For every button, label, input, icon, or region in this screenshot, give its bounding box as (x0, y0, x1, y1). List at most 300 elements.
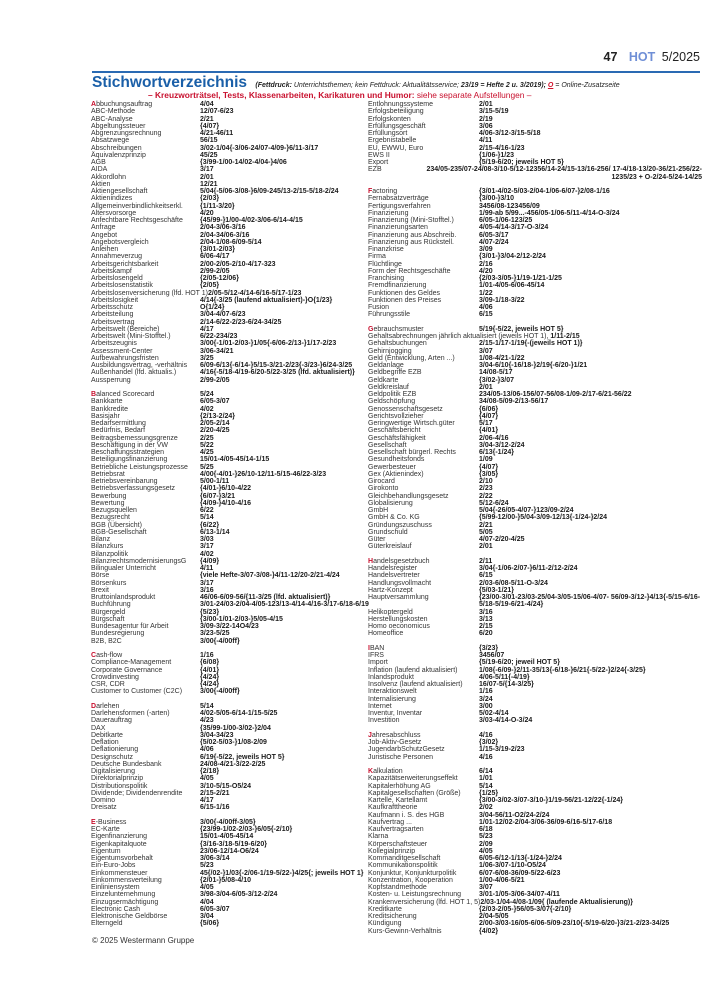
index-entry (91, 630, 361, 637)
index-entry (91, 456, 361, 463)
entry-term: Export (368, 159, 389, 166)
index-entry (368, 688, 703, 695)
index-entry (368, 884, 703, 891)
index-entry (91, 123, 361, 130)
index-entry (91, 529, 361, 536)
index-entry (368, 145, 703, 152)
index-entry (91, 319, 361, 326)
index-entry (91, 775, 361, 782)
entry-term: Abgeltungssteuer (91, 122, 146, 130)
entry-references: 6/20 (479, 630, 493, 638)
index-entry (91, 442, 361, 449)
entry-references: 3/07 (479, 347, 493, 355)
entry-references: 6/15 (479, 572, 493, 580)
index-entry (91, 188, 361, 195)
entry-references: 2/15-4/16-1/23 (479, 144, 525, 152)
index-entry (91, 195, 361, 202)
entry-references: 5/14 (479, 782, 493, 790)
index-entry (91, 913, 361, 920)
entry-references: 5/14 (200, 702, 214, 710)
entry-references: 3/03-4/14-O-3/24 (479, 717, 533, 725)
index-entry (91, 435, 361, 442)
entry-term: Dreisatz (91, 804, 117, 812)
entry-references: 6/05-6/12-1/13{-1/24-}2/24 (479, 855, 562, 862)
entry-references: 4/16{-5/18-4/19-6/20-5/22-3/25 (lfd. aktualisiert)} (200, 369, 355, 377)
entry-references: {3/01-4/02-5/03-2/04-1/06-6/07-}2/08-1/16 (479, 188, 610, 195)
entry-term: Gebrauchsmuster (368, 325, 424, 333)
entry-term: Herstellungskosten (368, 615, 428, 623)
entry-term: Einkommensverteilung (91, 876, 162, 884)
entry-term: GmbH & Co. KG (368, 514, 420, 522)
entry-references: 4/05-4/14-3/17-O-3/24 (479, 224, 549, 232)
entry-references: {5/02-5/03-}1/08-2/09 (200, 739, 267, 746)
entry-term: Elterngeld (91, 920, 123, 928)
index-entry (368, 253, 703, 260)
index-entry (368, 862, 703, 869)
entry-references: 3/04-56/11-O2/24-2/24 (479, 811, 550, 819)
entry-references: 3/17 (200, 166, 214, 174)
entry-term: Kommunikationspolitik (368, 862, 438, 870)
index-entry (91, 652, 361, 659)
index-entry (91, 268, 361, 275)
entry-term: Aussperrung (91, 376, 131, 384)
entry-term: Geschäftsfähigkeit (368, 434, 426, 442)
entry-term: B2B, B2C (91, 637, 122, 645)
index-entry (91, 152, 361, 159)
entry-references: 4/07-2/20-4/25 (479, 536, 525, 543)
index-entry (91, 623, 361, 630)
index-entry (91, 674, 361, 681)
entry-term: Designschutz (91, 753, 134, 761)
entry-term: Angebot (91, 231, 118, 239)
index-entry (91, 543, 361, 550)
entry-term: Hauptversammlung (368, 594, 429, 601)
entry-references: 6/06-4/17 (200, 253, 230, 261)
index-entry (368, 848, 703, 855)
entry-term: Finanzierung aus Rückstell. (368, 238, 454, 246)
entry-references: 3/00{-1/01-2/03-}1/05{-6/06-2/13-}1/17-2/23 (200, 340, 337, 348)
entry-term: AIDA (91, 166, 108, 174)
index-entry (368, 819, 703, 826)
entry-term: Gewerbesteuer (368, 463, 416, 471)
index-entry (91, 116, 361, 123)
index-entry (368, 659, 703, 666)
entry-term: BilanzrechtsmodernisierungsG (91, 557, 187, 565)
index-entry (91, 355, 361, 362)
entry-references: 12/07-6/23 (200, 108, 234, 116)
entry-term: Crowdinvesting (91, 673, 139, 681)
entry-term: Kapitalerhöhung AG (368, 782, 431, 790)
index-entry (368, 833, 703, 840)
entry-references: 5/04{-5/06-3/08-}6/09-245/13-2/15-5/18-2/24 (200, 188, 339, 195)
entry-term: Import (368, 659, 388, 667)
index-entry (91, 565, 361, 572)
entry-references: 2/23 (479, 485, 493, 493)
index-entry (368, 913, 703, 920)
entry-references: 2/03-6/08-5/11-O-3/24 (479, 579, 548, 587)
section-gap (368, 638, 703, 645)
index-entry (368, 543, 703, 550)
entry-references: {4/07} (200, 122, 220, 130)
entry-references: {5/19-6/20; jeweil HOT 5} (479, 659, 560, 667)
entry-term: Bezugsrecht (91, 514, 130, 522)
entry-term: Helikoptergeld (368, 608, 413, 616)
entry-term: Bankkredite (91, 405, 128, 413)
index-entry (368, 406, 703, 413)
entry-term: Darlehensformen (-arten) (91, 710, 170, 717)
index-entry (91, 833, 361, 840)
entry-term: Darlehen (91, 702, 120, 710)
entry-references: 3/15-5/19 (479, 108, 509, 116)
index-entry (368, 674, 703, 681)
entry-references: 4/05 (200, 884, 214, 891)
entry-references: 3456/08-123456/09 (479, 202, 540, 210)
index-entry (368, 333, 703, 340)
index-entry (368, 500, 703, 507)
entry-references: {1/11-3/20} (200, 202, 235, 210)
entry-references: {4/02} (479, 927, 499, 935)
entry-references: {5/23} (200, 608, 220, 616)
entry-references: {2/05-12/06} (200, 275, 239, 282)
entry-references: 2/99-2/05 (200, 267, 230, 275)
entry-references: {3/23} (479, 644, 499, 652)
index-entry (368, 326, 703, 333)
entry-term: Altersvorsorge (91, 209, 137, 217)
entry-references: 6/07-6/08-36/09-5/22-6/23 (479, 869, 561, 877)
entry-term: Bundesregierung (91, 630, 145, 638)
index-entry (368, 427, 703, 434)
entry-references: 23/06-12/14-O6/24 (200, 847, 259, 855)
entry-references: 2/01 (200, 173, 214, 181)
index-entry (368, 101, 703, 108)
index-entry (91, 166, 361, 173)
entry-references: 4/17 (200, 325, 214, 333)
index-entry (368, 920, 703, 927)
entry-term: Krankenversicherung (lfd. HOT 1, 5) (368, 898, 481, 906)
index-entry (91, 739, 361, 746)
entry-references: 3/04-34/23 (200, 731, 234, 739)
entry-references: 3/17 (200, 543, 214, 551)
entry-term: Eigenkapitalquote (91, 840, 147, 848)
entry-references: {4/01-}6/10-4/22 (200, 485, 251, 493)
index-entry (368, 137, 703, 144)
index-entry (91, 406, 361, 413)
entry-term: Kaufmann i. S. des HGB (368, 811, 445, 819)
entry-term: Kaufkrafttheorie (368, 804, 418, 812)
entry-references: 2/04-1/08-6/09-5/14 (200, 238, 262, 246)
index-entry (368, 348, 703, 355)
index-entry (91, 572, 361, 579)
entry-term: Betriebliche Leistungsprozesse (91, 463, 188, 471)
entry-term: Ein-Euro-Jobs (91, 862, 136, 870)
entry-term: Einkommensteuer (91, 869, 148, 877)
index-entry (91, 369, 361, 376)
entry-references: 24/08-4/21-3/22-2/25 (200, 760, 266, 768)
entry-references: 4/20 (200, 209, 214, 217)
index-entry (368, 783, 703, 790)
index-entry (91, 514, 361, 521)
legend-text: Unterrichtsthemen; kein Fettdruck: Aktualitätsservice; (291, 82, 461, 89)
entry-term: Abbuchungsauftrag (91, 101, 153, 108)
entry-term: Gex (Aktienindex) (368, 470, 424, 478)
entry-term: Entlohnungssysteme (368, 101, 433, 108)
entry-references: 2/05-5/12-4/14-6/16-5/17-1/23 (207, 289, 302, 297)
entry-term: Grundschuld (368, 528, 408, 536)
entry-references: 2/16 (479, 260, 493, 268)
entry-term: Eigenfinanzierung (91, 833, 148, 841)
entry-term: Arbeitslosenversicherung (lfd. HOT 1) (91, 289, 208, 297)
entry-references: 3/00{-4/00ff} (200, 688, 240, 696)
entry-references: 3/09-3/22-14O4/23 (200, 623, 259, 630)
entry-references: {23/99-1/02-2/03-}6/05{-2/10} (200, 826, 293, 833)
entry-term: Erfüllungsort (368, 130, 408, 137)
entry-references: 4/02 (200, 550, 214, 558)
entry-references: 4/06 (200, 746, 214, 754)
entry-term: Internet (368, 702, 392, 710)
index-entry (368, 732, 703, 739)
entry-references: 2/01 (479, 543, 493, 551)
entry-references: 1/08{-6/09-}2/11-35/13{-6/18-}6/21{-5/22-}2/24{-3/25} (479, 666, 646, 674)
entry-term: Handelsregister (368, 565, 418, 572)
entry-references: 45/25 (200, 151, 218, 159)
entry-term: Girocard (368, 478, 395, 485)
entry-term: Geldkarte (368, 376, 399, 384)
entry-references: 1/09 (479, 456, 493, 464)
entry-term: Domino (91, 797, 116, 804)
entry-references: 6/05-3/17 (479, 231, 509, 239)
entry-references: 6/15 (479, 311, 493, 319)
entry-references: 45{/02-}1/03{-2/06-1/19-5/22-}4/25{; jeweils HOT 1} (200, 869, 364, 877)
index-entry (368, 623, 703, 630)
index-entry (91, 493, 361, 500)
index-entry (91, 464, 361, 471)
entry-references: 5/02-4/14 (479, 710, 509, 717)
section-gap (368, 319, 703, 326)
index-entry (91, 108, 361, 115)
index-entry (91, 877, 361, 884)
entry-references: {1/06-}1/23 (479, 151, 515, 159)
index-entry (368, 246, 703, 253)
entry-term: Homeoffice (368, 630, 404, 638)
index-entry (91, 290, 361, 297)
index-entry (368, 282, 703, 289)
entry-term: Gleichbehandlungsgesetz (368, 492, 449, 500)
entry-term: Finanzierung (368, 209, 409, 217)
index-entry (91, 181, 361, 188)
index-entry (368, 239, 703, 246)
entry-references: 4/16 (479, 753, 493, 761)
index-entry (91, 210, 361, 217)
header-rule (92, 71, 700, 73)
entry-term: Handlungsvollmacht (368, 579, 432, 587)
entry-term: Erfolgskonten (368, 115, 411, 123)
entry-term: Fertigungsverfahren (368, 202, 431, 210)
entry-term: EC-Karte (91, 826, 120, 833)
legend-online-text: = Online-Zusatzseite (553, 82, 620, 89)
entry-term: Arbeitskampf (91, 267, 132, 275)
index-entry (368, 485, 703, 492)
entry-references: {4/09} (200, 557, 220, 565)
index-entry (91, 362, 361, 369)
index-entry (368, 377, 703, 384)
entry-references: 2/00-2/05-2/10-4/17-323 (200, 260, 276, 268)
index-entry (368, 384, 703, 391)
entry-term: Bundesagentur für Arbeit (91, 623, 169, 630)
index-entry (368, 790, 703, 797)
entry-term: Geringwertige Wirtsch.güter (368, 420, 455, 427)
entry-references: 5/19{-5/22, jeweils HOT 5} (479, 325, 564, 333)
entry-references: {viele Hefte-3/07-3/08-}4/11-12/20-2/21-4/24 (200, 572, 340, 580)
entry-term: Erfolgsbeteiligung (368, 108, 424, 116)
entry-references: 6/22 (200, 507, 214, 514)
entry-references: 2/05-2/14 (200, 420, 230, 427)
index-entry (368, 877, 703, 884)
index-entry (91, 855, 361, 862)
section-gap (368, 181, 703, 188)
entry-references: 5/04{-26/05-4/07-}123/09-2/24 (479, 507, 574, 514)
entry-term: Dauerauftrag (91, 717, 132, 725)
index-entry (368, 108, 703, 115)
entry-references: 4/04 (200, 101, 214, 108)
entry-references: 3/16 (479, 608, 493, 616)
entry-term: Kaufvertrag ... (368, 818, 412, 826)
entry-term: Electronic Cash (91, 905, 141, 913)
entry-term: Bilanzpolitik (91, 550, 128, 558)
entry-references: {3/01-}3/04-2/12-2/24 (479, 253, 546, 261)
entry-term: JugendarbSchutzGesetz (368, 746, 445, 754)
index-entry (368, 493, 703, 500)
index-entry (91, 145, 361, 152)
index-entry (91, 522, 361, 529)
entry-term: BGB-Gesellschaft (91, 528, 147, 536)
entry-term: Compliance-Management (91, 659, 172, 667)
index-entry (91, 485, 361, 492)
index-entry (91, 398, 361, 405)
entry-term: Außenhandel (lfd. aktualis.) (91, 369, 177, 377)
entry-term: Bezugsquellen (91, 507, 137, 514)
entry-references: 1/15-3/19-2/23 (479, 746, 525, 754)
entry-term: Einliniensystem (91, 884, 140, 891)
section-gap (91, 696, 361, 703)
entry-references: {3/00-3/02-3/07-3/10-}1/19-56/21-12/22{-1/24} (479, 797, 623, 804)
entry-term: Kurs-Gewinn-Verhältnis (368, 927, 442, 935)
entry-references: {2/18} (200, 768, 220, 775)
entry-term: Insolvenz (laufend aktualisiert) (368, 681, 463, 688)
entry-references: 6/13-1/14 (200, 528, 230, 536)
entry-term: Arbeitsgerichtsbarkeit (91, 260, 159, 268)
entry-references: 6/22-234/23 (200, 333, 238, 340)
entry-references: 1/16 (200, 652, 214, 659)
entry-term: Gesundheitsfonds (368, 456, 425, 464)
index-entry (91, 413, 361, 420)
entry-references: {3/05} (479, 470, 499, 478)
index-entry (91, 804, 361, 811)
index-entry (368, 565, 703, 572)
entry-references: 2/02 (479, 804, 493, 812)
entry-term: Kalkulation (368, 768, 403, 775)
index-entry (368, 261, 703, 268)
entry-term: Arbeitswelt (Bereiche) (91, 325, 160, 333)
entry-term: Arbeitszeugnis (91, 340, 137, 348)
entry-references: {5/99-12/00-}5/04-3/09-12/13{-1/24-}2/24 (479, 514, 608, 522)
entry-references: {2/03-3/05-}1/19-1/21-1/25 (479, 275, 562, 282)
entry-term: ABC-Analyse (91, 115, 133, 123)
entry-term: Kapazitätserweiterungseffekt (368, 775, 458, 783)
entry-references: 1/22 (479, 289, 493, 297)
index-entry (91, 348, 361, 355)
index-entry (91, 609, 361, 616)
entry-references: {23/00-3/01-23/03-25/04-3/05-15/06-4/07- 56/09-3/12-}4/13{-5/15-6/16-5/18-5/19-6/21-4/24} (479, 594, 701, 609)
entry-references: {2/13-2/24} (200, 412, 236, 420)
entry-references: 3/04 (200, 913, 214, 920)
entry-term: Konzentration, Kooperation (368, 876, 453, 884)
entry-term: Firma (368, 253, 386, 261)
index-entry (368, 797, 703, 804)
entry-references: 1/06-3/07-1/10-O5/24 (479, 862, 546, 870)
entry-references: 3/07 (479, 884, 493, 891)
entry-term: Kopfstandmethode (368, 884, 427, 891)
entry-term: Bilanzkurs (91, 543, 124, 551)
entry-term: Annahmeverzug (91, 253, 142, 261)
entry-references: 6/05-1/06-123/25 (479, 217, 533, 224)
entry-term: Einzelunternehmung (91, 891, 156, 899)
entry-references: 2/15-1/17-1/19{-(jeweils HOT 1)} (479, 340, 583, 348)
entry-term: EU, EWWU, Euro (368, 144, 424, 152)
entry-references: {2/05} (200, 282, 220, 290)
entry-term: Börsenkurs (91, 579, 127, 587)
index-column-left (91, 101, 369, 928)
entry-references: 1/99-ab 5/99...-456/05-1/06-5/11-4/14-O-3/24 (479, 209, 620, 217)
entry-references: 2/01 (479, 383, 493, 391)
index-entry (368, 826, 703, 833)
entry-term: Geld (Entwicklung, Arten ...) (368, 354, 455, 362)
entry-term: Cash-flow (91, 652, 123, 659)
entry-references: O{1/24} (200, 304, 225, 311)
entry-references: 16/07-5/{14-3/25} (479, 681, 534, 688)
entry-term: Einzugsermächtigung (91, 898, 159, 906)
entry-references: 3/00 (479, 702, 493, 710)
entry-term: Kreditsicherung (368, 913, 417, 920)
entry-term: Beschäftigung in der VW (91, 441, 169, 449)
index-entry (91, 232, 361, 239)
entry-term: Dividende; Dividendenrendite (91, 789, 183, 797)
entry-references: {4/24} (200, 681, 220, 688)
entry-term: Bürgergeld (91, 608, 126, 616)
index-entry (368, 514, 703, 521)
entry-references: 1/00-4/06-5/21 (479, 876, 525, 884)
index-entry (368, 891, 703, 898)
entry-term: Geldbegriffe EZB (368, 369, 422, 377)
entry-references: 4/16 (479, 731, 493, 739)
index-entry (91, 638, 361, 645)
section-gap (91, 812, 361, 819)
index-entry (368, 841, 703, 848)
index-entry (368, 123, 703, 130)
entry-term: Fusion (368, 304, 390, 311)
entry-references: 5/25 (200, 463, 214, 471)
index-entry (368, 812, 703, 819)
entry-references: {5/19-6/20; jeweils HOT 5} (479, 159, 564, 166)
index-entry (368, 667, 703, 674)
entry-references: 1/16 (479, 688, 493, 696)
entry-term: Gesellschaft bürgerl. Rechts (368, 449, 456, 456)
entry-term: Güter (368, 536, 386, 543)
entry-references: 4/00{-4/01-}26/10-12/11-5/15-46/22-3/23 (200, 470, 327, 478)
entry-term: IBAN (368, 644, 385, 652)
entry-references: 4/17 (200, 797, 214, 804)
section-gap (368, 761, 703, 768)
entry-references: {2/01-}5/08-4/10 (200, 876, 251, 884)
